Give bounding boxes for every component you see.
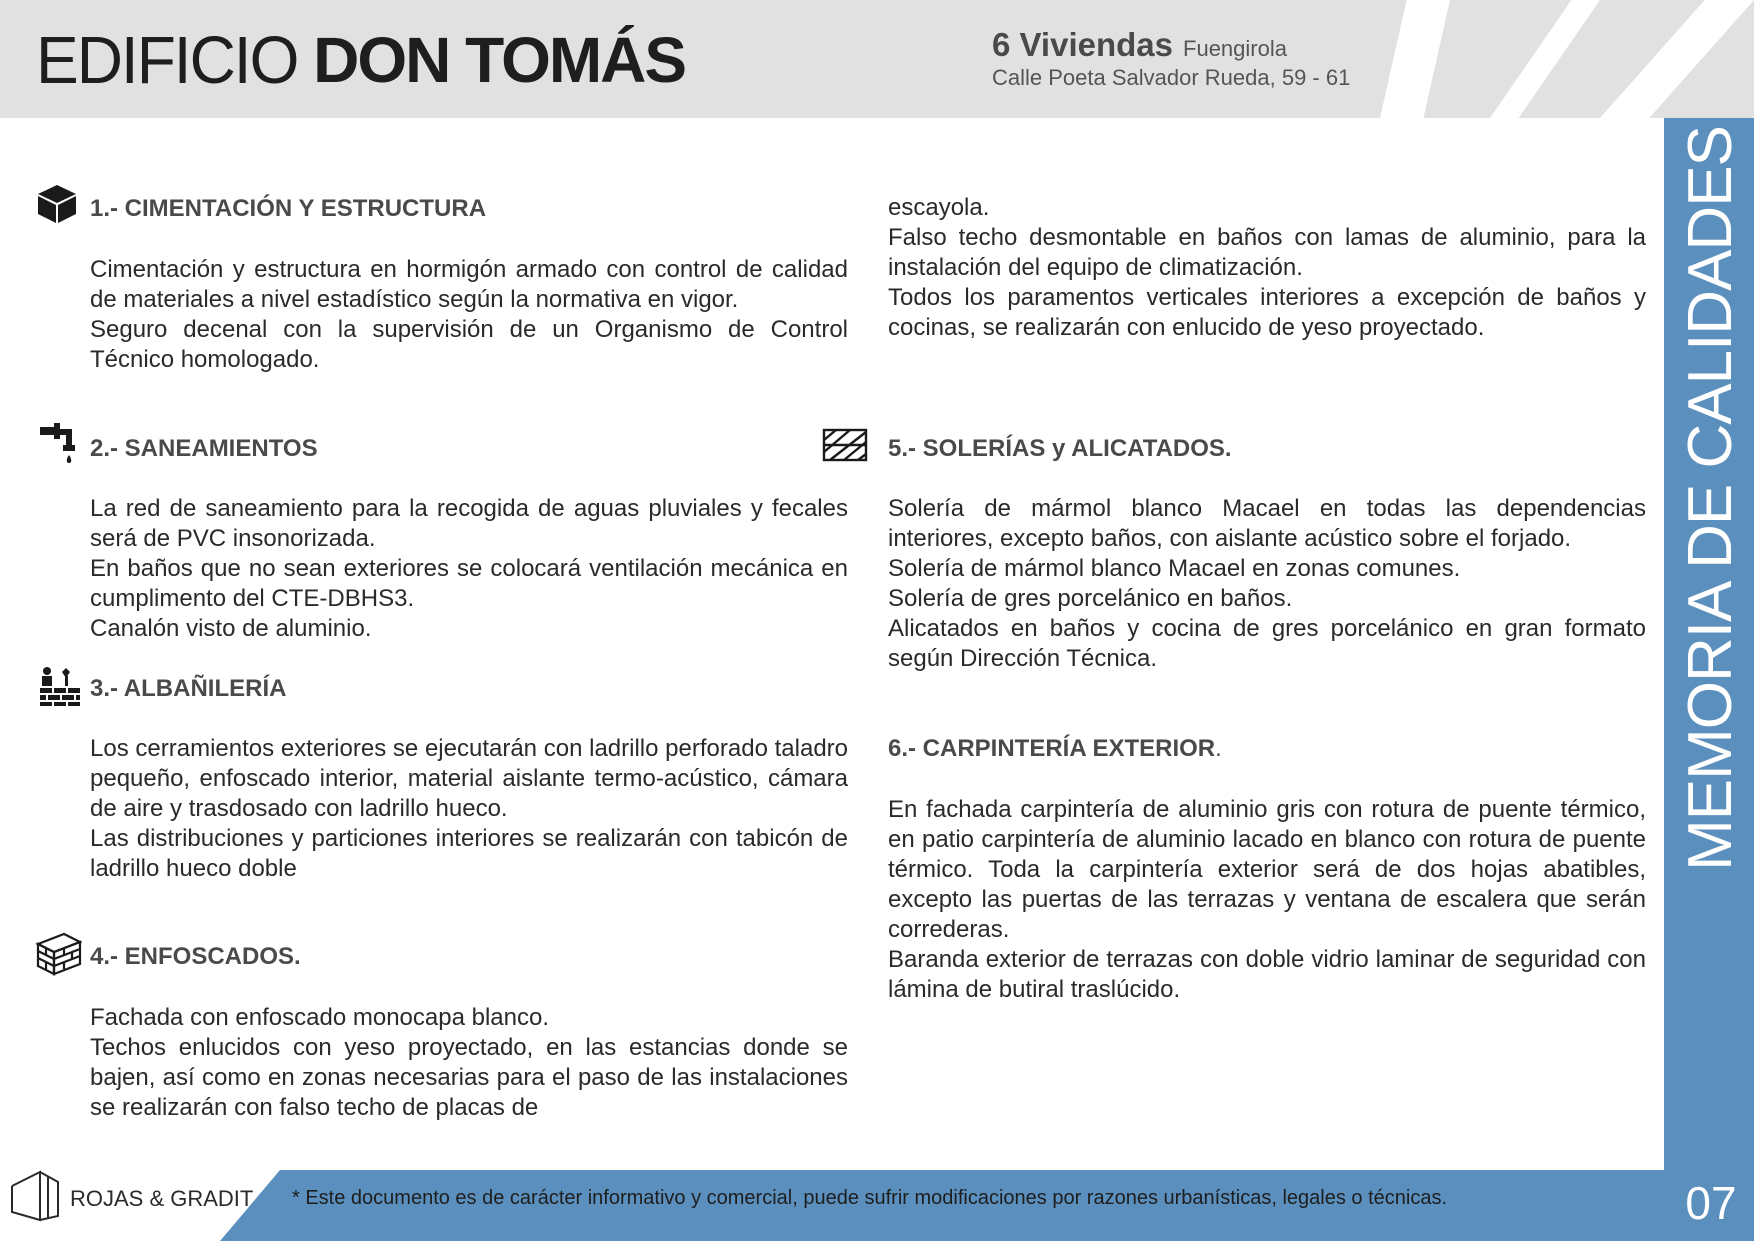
- paragraph: Los cerramientos exteriores se ejecutarán con ladrillo perforado taladro pequeño, enfoscado interior, material aislante termo-acústico, cámara de aire y trasdosado con ladrillo hueco.: [90, 735, 848, 822]
- side-title: [1668, 118, 1752, 878]
- paragraph: Alicatados en baños y cocina de gres porcelánico en gran formato según Dirección Técnica.: [888, 615, 1646, 672]
- section-heading-text: 6.- CARPINTERÍA EXTERIOR: [888, 735, 1216, 762]
- section-body-continuation: [888, 193, 1646, 343]
- paragraph: Todos los paramentos verticales interiores a excepción de baños y cocinas, se realizarán con enlucido de yeso proyectado.: [888, 284, 1646, 341]
- side-title-text: MEMORIA DE CALIDADES: [1675, 125, 1745, 871]
- section-body: [90, 1003, 848, 1123]
- paragraph: Baranda exterior de terrazas con doble vidrio laminar de seguridad con lámina de butiral traslúcido.: [888, 946, 1646, 1003]
- paragraph: Falso techo desmontable en baños con lamas de aluminio, para la instalación del equipo de climatización.: [888, 224, 1646, 281]
- brand-name: ROJAS & GRADIT: [70, 1186, 254, 1211]
- floor-tiles-icon: [822, 428, 868, 462]
- city: Fuengirola: [1183, 36, 1287, 61]
- pipe-drip-icon: [38, 421, 84, 467]
- units-count: 6 Viviendas: [992, 26, 1174, 63]
- address: Calle Poeta Salvador Rueda, 59 - 61: [992, 65, 1351, 90]
- paragraph: Techos enlucidos con yeso proyectado, en las estancias donde se bajen, así como en zonas necesarias para el paso de las instalaciones se realizarán con falso techo de placas de: [90, 1034, 848, 1121]
- brick-wall-icon: [34, 930, 82, 976]
- project-summary: [992, 26, 1287, 64]
- section-body: [90, 734, 848, 884]
- paragraph: Canalón visto de aluminio.: [90, 615, 372, 642]
- paragraph: Las distribuciones y particiones interiores se realizarán con tabicón de ladrillo hueco doble: [90, 825, 848, 882]
- section-heading: 3.- ALBAÑILERÍA: [90, 675, 287, 702]
- section-body: [888, 494, 1646, 674]
- section-heading: 5.- SOLERÍAS y ALICATADOS.: [888, 435, 1232, 462]
- paragraph: La red de saneamiento para la recogida de aguas pluviales y fecales será de PVC insonorizada.: [90, 495, 848, 552]
- section-body: [90, 255, 848, 375]
- paragraph: Cimentación y estructura en hormigón armado con control de calidad de materiales a nivel estadístico según la normativa en vigor.: [90, 256, 848, 313]
- paragraph: Solería de mármol blanco Macael en todas las dependencias interiores, excepto baños, con aislante acústico sobre el forjado.: [888, 495, 1646, 552]
- section-heading: 4.- ENFOSCADOS.: [90, 943, 301, 970]
- section-heading: 1.- CIMENTACIÓN Y ESTRUCTURA: [90, 195, 487, 222]
- paragraph: escayola.: [888, 194, 990, 221]
- cube-icon: [36, 183, 78, 225]
- footer-disclaimer: * Este documento es de carácter informativo y comercial, puede sufrir modificaciones por razones urbanísticas, legales o técnicas.: [292, 1187, 1447, 1209]
- paragraph: Solería de mármol blanco Macael en zonas comunes.: [888, 555, 1461, 582]
- paragraph: En baños que no sean exteriores se colocará ventilación mecánica en cumplimento del CTE-DBHS3.: [90, 555, 848, 612]
- bricklayer-icon: [38, 666, 82, 706]
- title-light: EDIFICIO: [36, 22, 298, 98]
- section-body: [90, 494, 848, 644]
- section-heading-suffix: .: [1215, 735, 1222, 762]
- section-body: [888, 795, 1646, 1005]
- title-bold: DON TOMÁS: [313, 24, 686, 96]
- paragraph: Fachada con enfoscado monocapa blanco.: [90, 1004, 549, 1031]
- paragraph: Solería de gres porcelánico en baños.: [888, 585, 1293, 612]
- paragraph: En fachada carpintería de aluminio gris con rotura de puente térmico, en patio carpintería de aluminio lacado en blanco con rotura de puente térmico. Toda la carpintería exterior será de dos hojas abatibles, excepto las puertas de las terrazas y ventana de escalera que serán correderas.: [888, 796, 1646, 943]
- paragraph: Seguro decenal con la supervisión de un Organismo de Control Técnico homologado.: [90, 316, 848, 373]
- page-title: [36, 22, 686, 98]
- page-number: 07: [1685, 1177, 1737, 1229]
- section-heading: 2.- SANEAMIENTOS: [90, 435, 318, 462]
- section-heading: [888, 735, 1222, 763]
